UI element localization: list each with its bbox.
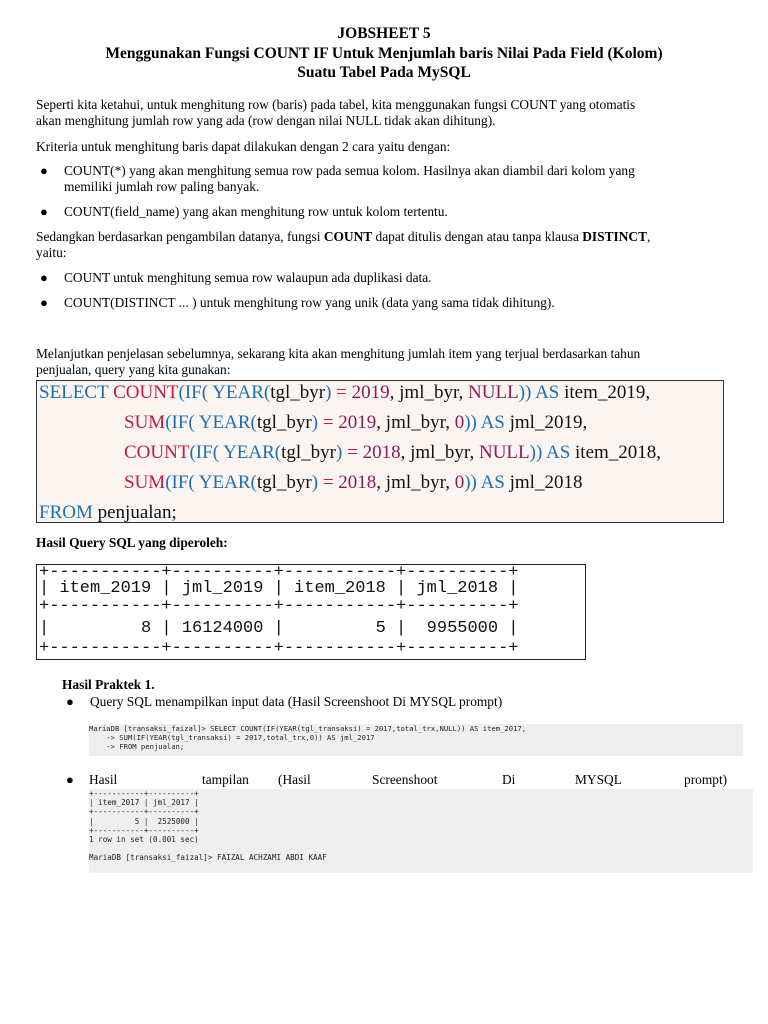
sql-token: jml_2018: [504, 472, 583, 493]
sql-token: ): [325, 382, 337, 403]
sql-token: SUM: [124, 472, 166, 493]
intro-paragraph-4: Melanjutkan penjelasan sebelumnya, sekarang kita akan menghitung jumlah item yang terjual berdasarkan tahun penjualan, query yang kita gunakan:: [36, 346, 641, 377]
sql-token: 2019: [351, 382, 390, 403]
result-header-row: | item_2019 | jml_2019 | item_2018 | jml_2018 |: [39, 579, 519, 598]
sql-token: AS: [480, 472, 505, 493]
sql-token: , jml_byr,: [376, 472, 455, 493]
bullet-icon: ●: [40, 270, 48, 285]
sql-token: (: [250, 412, 257, 433]
sql-token: , jml_byr,: [376, 412, 455, 433]
sql-line-3: [124, 438, 661, 468]
bullet-icon: ●: [66, 772, 74, 787]
sql-token: jml_2019,: [504, 412, 588, 433]
sql-token: (: [165, 472, 172, 493]
sql-token: tgl_byr: [281, 442, 337, 463]
sql-token: (: [263, 382, 271, 403]
result-border-mid: +-----------+----------+-----------+----------+: [39, 597, 519, 616]
intro-paragraph-2: Kriteria untuk menghitung baris dapat dilakukan dengan 2 cara yaitu dengan:: [36, 139, 451, 154]
result-border-bottom: +-----------+----------+-----------+----------+: [39, 639, 519, 658]
sql-token: YEAR: [223, 442, 275, 463]
sql-token: (: [201, 382, 213, 403]
sql-token: YEAR: [198, 412, 251, 433]
sql-token: )): [529, 442, 543, 463]
sql-token: COUNT: [124, 442, 190, 463]
sql-token: (: [188, 472, 199, 493]
sql-token: item_2018,: [570, 442, 662, 463]
sql-code-block: [36, 380, 724, 523]
sql-token: NULL: [478, 442, 530, 463]
sql-token: IF: [171, 412, 189, 433]
sql-token: IF: [184, 382, 202, 403]
sql-token: penjualan;: [92, 502, 177, 523]
sql-token: =: [347, 442, 363, 463]
sql-token: COUNT: [113, 382, 179, 403]
sql-token: (: [165, 412, 172, 433]
sql-token: )): [464, 472, 477, 493]
sql-line-4: [124, 468, 582, 498]
sql-token: (: [274, 442, 282, 463]
sql-line-5: [39, 498, 177, 528]
sql-token: =: [336, 382, 352, 403]
result-border-top: +-----------+----------+-----------+----------+: [39, 563, 519, 582]
sql-token: YEAR: [212, 382, 264, 403]
page-title: JOBSHEET 5: [337, 25, 431, 42]
sql-token: AS: [535, 382, 560, 403]
sql-token: tgl_byr: [256, 412, 312, 433]
praktek-heading: Hasil Praktek 1.: [62, 677, 155, 692]
sql-token: =: [322, 472, 339, 493]
sql-line-1: [39, 378, 650, 408]
sql-token: , jml_byr,: [400, 442, 479, 463]
sql-token: YEAR: [198, 472, 251, 493]
sql-token: (: [250, 472, 257, 493]
sql-token: 0: [454, 472, 465, 493]
sql-token: 2018: [362, 442, 401, 463]
sql-token: (: [189, 442, 196, 463]
sql-token: (: [178, 382, 185, 403]
sql-token: tgl_byr: [256, 472, 312, 493]
sql-token: (: [212, 442, 224, 463]
sql-line-2: [124, 408, 587, 438]
page-subtitle-line2: Suatu Tabel Pada MySQL: [297, 64, 471, 81]
sql-token: )): [464, 412, 477, 433]
sql-token: 2018: [338, 472, 377, 493]
result-data-row: | 8 | 16124000 | 5 | 9955000 |: [39, 619, 519, 638]
bullet-icon: ●: [40, 295, 48, 310]
sql-token: NULL: [468, 382, 519, 403]
result-heading: Hasil Query SQL yang diperoleh:: [36, 535, 228, 550]
bullet-icon: ●: [66, 694, 74, 709]
sql-token: IF: [195, 442, 213, 463]
sql-token: ): [311, 472, 323, 493]
sql-token: )): [518, 382, 532, 403]
bullet-icon: ●: [40, 204, 48, 219]
sql-token: AS: [480, 412, 505, 433]
sql-token: =: [322, 412, 339, 433]
sql-token: , jml_byr,: [389, 382, 469, 403]
sql-token: tgl_byr: [270, 382, 326, 403]
terminal-query-screenshot: MariaDB [transaksi_faizal]> SELECT COUNT(IF(YEAR(tgl_transaksi) = 2017,total_trx,NULL)) AS item_2017, -> SUM(IF(YEAR(tgl_transaksi) = 2017,total_trx,0)) AS jml_2017 -> FROM penjualan;: [89, 724, 743, 756]
sql-token: 0: [454, 412, 465, 433]
bullet-icon: ●: [40, 163, 48, 178]
sql-token: AS: [545, 442, 571, 463]
result-table-screenshot: [36, 564, 586, 660]
terminal-result-screenshot: +-----------+----------+ | item_2017 | jml_2017 | +-----------+----------+ | 5 | 2525000 | +-----------+----------+ 1 row in set (0.001 sec) MariaDB [transaksi_faizal]> FAIZAL ACHZAMI ABDI KAAF: [89, 789, 753, 873]
sql-token: SELECT: [39, 382, 114, 403]
page-subtitle-line1: Menggunakan Fungsi COUNT IF Untuk Menjumlah baris Nilai Pada Field (Kolom): [105, 45, 663, 62]
sql-token: item_2019,: [559, 382, 651, 403]
sql-token: ): [336, 442, 348, 463]
document-page: JOBSHEET 5 Menggunakan Fungsi COUNT IF Untuk Menjumlah baris Nilai Pada Field (Kolom) Suatu Tabel Pada MySQL Seperti kita ketahui, untuk menghitung row (baris) pada tabel, kita menggunakan fungsi COUNT yang otomatis akan menghitung jumlah row yang ada (row dengan nilai NULL tidak akan dihitung). Kriteria untuk menghitung baris dapat dilakukan dengan 2 cara yaitu dengan: ● COUNT(*) yang akan menghitung semua row pada semua kolom. Hasilnya akan diambil dari kolom yang memiliki jumlah row paling banyak. ● COUNT(field_name) yang akan menghitung row untuk kolom tertentu. Sedangkan berdasarkan pengambilan datanya, fungsi COUNT dapat ditulis dengan atau tanpa klausa DISTINCT, yaitu: ● COUNT untuk menghitung semua row walaupun ada duplikasi data. ● COUNT(DISTINCT ... ) untuk menghitung row yang unik (data yang sama tidak dihitung). Melanjutkan penjelasan sebelumnya, sekarang kita akan menghitung jumlah item yang terjual berdasarkan tahun penjualan, query yang kita gunakan: SELECT COUNT(IF( YEAR(tgl_byr) = 2019, jml_byr, NULL)) AS item_2019, SUM(IF( YEAR(tgl_byr) = 2019, jml_byr, 0)) AS jml_2019, COUNT(IF( YEAR(tgl_byr) = 2018, jml_byr, NULL)) AS item_2018, SUM(IF( YEAR(tgl_byr) = 2018, jml_byr, 0)) AS jml_2018 FROM penjualan; Hasil Query SQL yang diperoleh: +-----------+----------+-----------+----------+ | item_2019 | jml_2019 | item_2018 | jml_2018 | +-----------+----------+-----------+----------+ | 8 | 16124000 | 5 | 9955000 | +-----------+----------+-----------+----------+ Hasil Praktek 1. ● Query SQL menampilkan input data (Hasil Screenshoot Di MYSQL prompt) MariaDB [transaksi_faizal]> SELECT COUNT(IF(YEAR(tgl_transaksi) = 2017,total_trx,NULL)) AS item_2017, -> SUM(IF(YEAR(tgl_transaksi) = 2017,total_trx,0)) AS jml_2017 -> FROM penjualan; ● Hasil tampilan (Hasil Screenshoot Di MYSQL prompt) +-----------+----------+ | item_2017 | jml_2017 | +-----------+----------+ | 5 | 2525000 | +-----------+----------+ 1 row in set (0.001 sec) MariaDB [transaksi_faizal]> FAIZAL ACHZAMI ABDI KAAF: [0, 0, 768, 1024]
sql-token: 2019: [338, 412, 377, 433]
intro-paragraph-3: Sedangkan berdasarkan pengambilan datanya, fungsi COUNT dapat ditulis dengan atau tanpa klausa DISTINCT, yaitu:: [36, 229, 651, 260]
sql-token: ): [311, 412, 323, 433]
sql-token: SUM: [124, 412, 166, 433]
sql-token: FROM: [39, 502, 93, 523]
sql-token: (: [188, 412, 199, 433]
sql-token: IF: [171, 472, 189, 493]
intro-paragraph-1: Seperti kita ketahui, untuk menghitung row (baris) pada tabel, kita menggunakan fungsi COUNT yang otomatis akan menghitung jumlah row yang ada (row dengan nilai NULL tidak akan dihitung).: [36, 97, 636, 128]
